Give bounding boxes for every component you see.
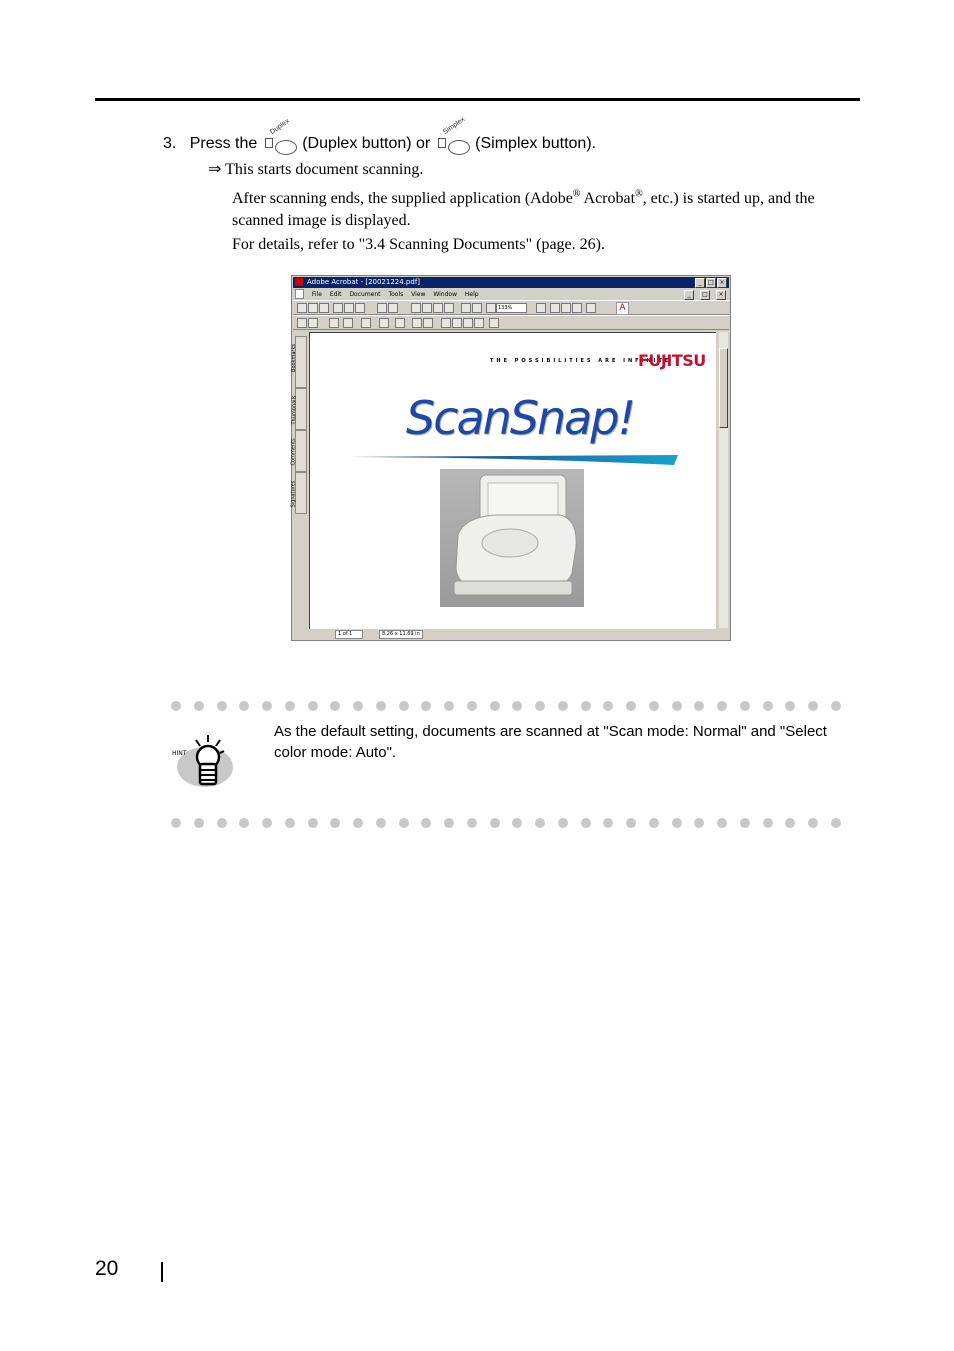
dot xyxy=(740,818,750,828)
dot xyxy=(376,701,386,711)
blue-swoosh xyxy=(348,453,678,469)
dot xyxy=(171,818,181,828)
doc-restore-button[interactable]: □ xyxy=(700,290,710,300)
dot xyxy=(694,701,704,711)
scanner-photo xyxy=(440,469,584,607)
zoom-out-icon[interactable] xyxy=(486,303,496,313)
header-rule xyxy=(95,98,860,101)
dot xyxy=(694,818,704,828)
dot xyxy=(330,701,340,711)
form-tool-icon[interactable] xyxy=(412,318,422,328)
doc-minimize-button[interactable]: _ xyxy=(684,290,694,300)
dot xyxy=(421,818,431,828)
article-tool-icon[interactable] xyxy=(452,318,462,328)
minimize-button[interactable]: _ xyxy=(695,278,705,288)
save-icon[interactable] xyxy=(319,303,329,313)
dot xyxy=(558,701,568,711)
acrobat-app-icon xyxy=(295,278,303,286)
page-tagline: THE POSSIBILITIES ARE INFINITE xyxy=(490,358,672,364)
vertical-scrollbar[interactable] xyxy=(719,332,728,628)
dot xyxy=(399,701,409,711)
dot xyxy=(239,701,249,711)
duplex-text: (Duplex button) or xyxy=(302,135,431,152)
adobe-logo-icon: A xyxy=(616,302,629,315)
show-navigation-icon[interactable] xyxy=(377,303,387,313)
page-number-divider xyxy=(161,1262,163,1282)
dotted-rule-bottom xyxy=(171,818,851,830)
dot xyxy=(467,818,477,828)
navigation-tabs xyxy=(290,332,307,626)
print-icon[interactable] xyxy=(333,303,343,313)
zoom-tool-icon[interactable] xyxy=(308,318,318,328)
dot xyxy=(581,818,591,828)
dot xyxy=(603,701,613,711)
menu-file[interactable]: File xyxy=(311,290,322,298)
simplex-button-icon: Simplex xyxy=(435,131,471,157)
dot xyxy=(444,818,454,828)
maximize-button[interactable]: □ xyxy=(706,278,716,288)
dot xyxy=(217,818,227,828)
dot xyxy=(330,818,340,828)
result-line xyxy=(208,159,423,181)
dot xyxy=(217,701,227,711)
dot xyxy=(490,701,500,711)
text-select-icon[interactable] xyxy=(329,318,339,328)
dot xyxy=(353,818,363,828)
web-capture-icon[interactable] xyxy=(308,303,318,313)
result-text: This starts document scanning. xyxy=(225,161,424,178)
step-press-text: Press the xyxy=(189,135,258,152)
dot xyxy=(785,818,795,828)
note-tool-icon[interactable] xyxy=(361,318,371,328)
toolbar-tools xyxy=(293,315,729,330)
dot xyxy=(649,818,659,828)
fit-width-icon[interactable] xyxy=(572,303,582,313)
dot xyxy=(672,701,682,711)
dot xyxy=(467,701,477,711)
dot xyxy=(421,701,431,711)
dot xyxy=(717,701,727,711)
dot xyxy=(444,701,454,711)
fit-page-icon[interactable] xyxy=(561,303,571,313)
hand-tool-icon[interactable] xyxy=(297,318,307,328)
rotate-icon[interactable] xyxy=(586,303,596,313)
go-back-icon[interactable] xyxy=(461,303,471,313)
go-forward-icon[interactable] xyxy=(472,303,482,313)
menu-document[interactable]: Document xyxy=(349,290,381,298)
dot xyxy=(649,701,659,711)
hide-navigation-icon[interactable] xyxy=(388,303,398,313)
dotted-rule-top xyxy=(171,701,851,713)
touchup-tool-icon[interactable] xyxy=(423,318,433,328)
dot xyxy=(194,818,204,828)
window-title: Adobe Acrobat - [20021224.pdf] xyxy=(307,278,421,286)
menu-help[interactable]: Help xyxy=(464,290,479,298)
dot xyxy=(831,701,841,711)
dot xyxy=(808,701,818,711)
tab-signatures[interactable]: Signatures xyxy=(295,472,307,514)
dot xyxy=(239,818,249,828)
simplex-text: (Simplex button). xyxy=(475,135,597,152)
dot xyxy=(626,818,636,828)
last-page-icon[interactable] xyxy=(444,303,454,313)
crop-tool-icon[interactable] xyxy=(463,318,473,328)
page-size: 8.26 x 11.69 in xyxy=(379,630,423,639)
link-tool-icon[interactable] xyxy=(441,318,451,328)
dot xyxy=(535,701,545,711)
dot xyxy=(285,701,295,711)
zoom-in-icon[interactable] xyxy=(536,303,546,313)
dot xyxy=(740,701,750,711)
step-number: 3. xyxy=(163,135,177,152)
dot xyxy=(262,701,272,711)
dot xyxy=(672,818,682,828)
window-titlebar xyxy=(293,277,729,288)
dot xyxy=(353,701,363,711)
dot xyxy=(831,818,841,828)
hint-lightbulb-icon xyxy=(172,731,238,791)
dot xyxy=(171,701,181,711)
dot xyxy=(581,701,591,711)
dot xyxy=(194,701,204,711)
doc-close-button[interactable]: × xyxy=(716,290,726,300)
acrobat-screenshot xyxy=(291,275,731,641)
page-number: 20 xyxy=(95,1257,119,1280)
menu-edit[interactable]: Edit xyxy=(329,290,342,298)
menu-window[interactable]: Window xyxy=(433,290,457,298)
dot xyxy=(763,818,773,828)
dot xyxy=(763,701,773,711)
toolbar-main xyxy=(293,300,729,315)
dot xyxy=(308,818,318,828)
dot xyxy=(603,818,613,828)
dot xyxy=(626,701,636,711)
details-reference: For details, refer to "3.4 Scanning Documents" (page. 26). xyxy=(232,236,605,253)
tab-bookmarks[interactable]: Bookmarks xyxy=(295,336,307,388)
hint-text: As the default setting, documents are scanned at "Scan mode: Normal" and "Select color mode: Auto". xyxy=(274,723,827,761)
status-bar xyxy=(293,629,729,639)
column-select-icon[interactable] xyxy=(343,318,353,328)
highlight-tool-icon[interactable] xyxy=(395,318,405,328)
first-page-icon[interactable] xyxy=(411,303,421,313)
document-icon xyxy=(295,289,304,299)
page-counter[interactable]: 1 of 1 xyxy=(335,630,363,639)
menu-view[interactable]: View xyxy=(411,290,426,298)
email-icon[interactable] xyxy=(344,303,354,313)
close-button[interactable]: × xyxy=(717,278,727,288)
zoom-field[interactable]: 133% xyxy=(496,303,527,313)
tab-thumbnails[interactable]: Thumbnails xyxy=(295,388,307,430)
open-icon[interactable] xyxy=(297,303,307,313)
menu-bar xyxy=(293,289,729,299)
step-3 xyxy=(163,115,597,157)
next-page-icon[interactable] xyxy=(433,303,443,313)
dot xyxy=(399,818,409,828)
document-page xyxy=(309,332,716,629)
movie-tool-icon[interactable] xyxy=(474,318,484,328)
binoculars-icon[interactable] xyxy=(355,303,365,313)
fujitsu-logo: FUJITSU xyxy=(638,351,706,370)
dot xyxy=(512,818,522,828)
pencil-tool-icon[interactable] xyxy=(379,318,389,328)
dot xyxy=(262,818,272,828)
actual-size-icon[interactable] xyxy=(550,303,560,313)
prev-page-icon[interactable] xyxy=(422,303,432,313)
dot xyxy=(535,818,545,828)
dot xyxy=(308,701,318,711)
dot xyxy=(717,818,727,828)
dot xyxy=(376,818,386,828)
scansnap-logo: ScanSnap! xyxy=(406,391,635,445)
arrow-icon: ⇒ xyxy=(208,161,222,178)
dot xyxy=(558,818,568,828)
dot xyxy=(785,701,795,711)
dot xyxy=(512,701,522,711)
dot xyxy=(808,818,818,828)
dot xyxy=(285,818,295,828)
after-paragraph: After scanning ends, the supplied application (Adobe® Acrobat®, etc.) is started up, and the scanned image is displayed. xyxy=(232,188,815,229)
svg-text:HINT: HINT xyxy=(172,750,187,757)
duplex-button-icon: Duplex xyxy=(262,131,298,157)
dot xyxy=(490,818,500,828)
menu-tools[interactable]: Tools xyxy=(388,290,404,298)
tab-comments[interactable]: Comments xyxy=(295,430,307,472)
text-touchup-icon[interactable] xyxy=(489,318,499,328)
